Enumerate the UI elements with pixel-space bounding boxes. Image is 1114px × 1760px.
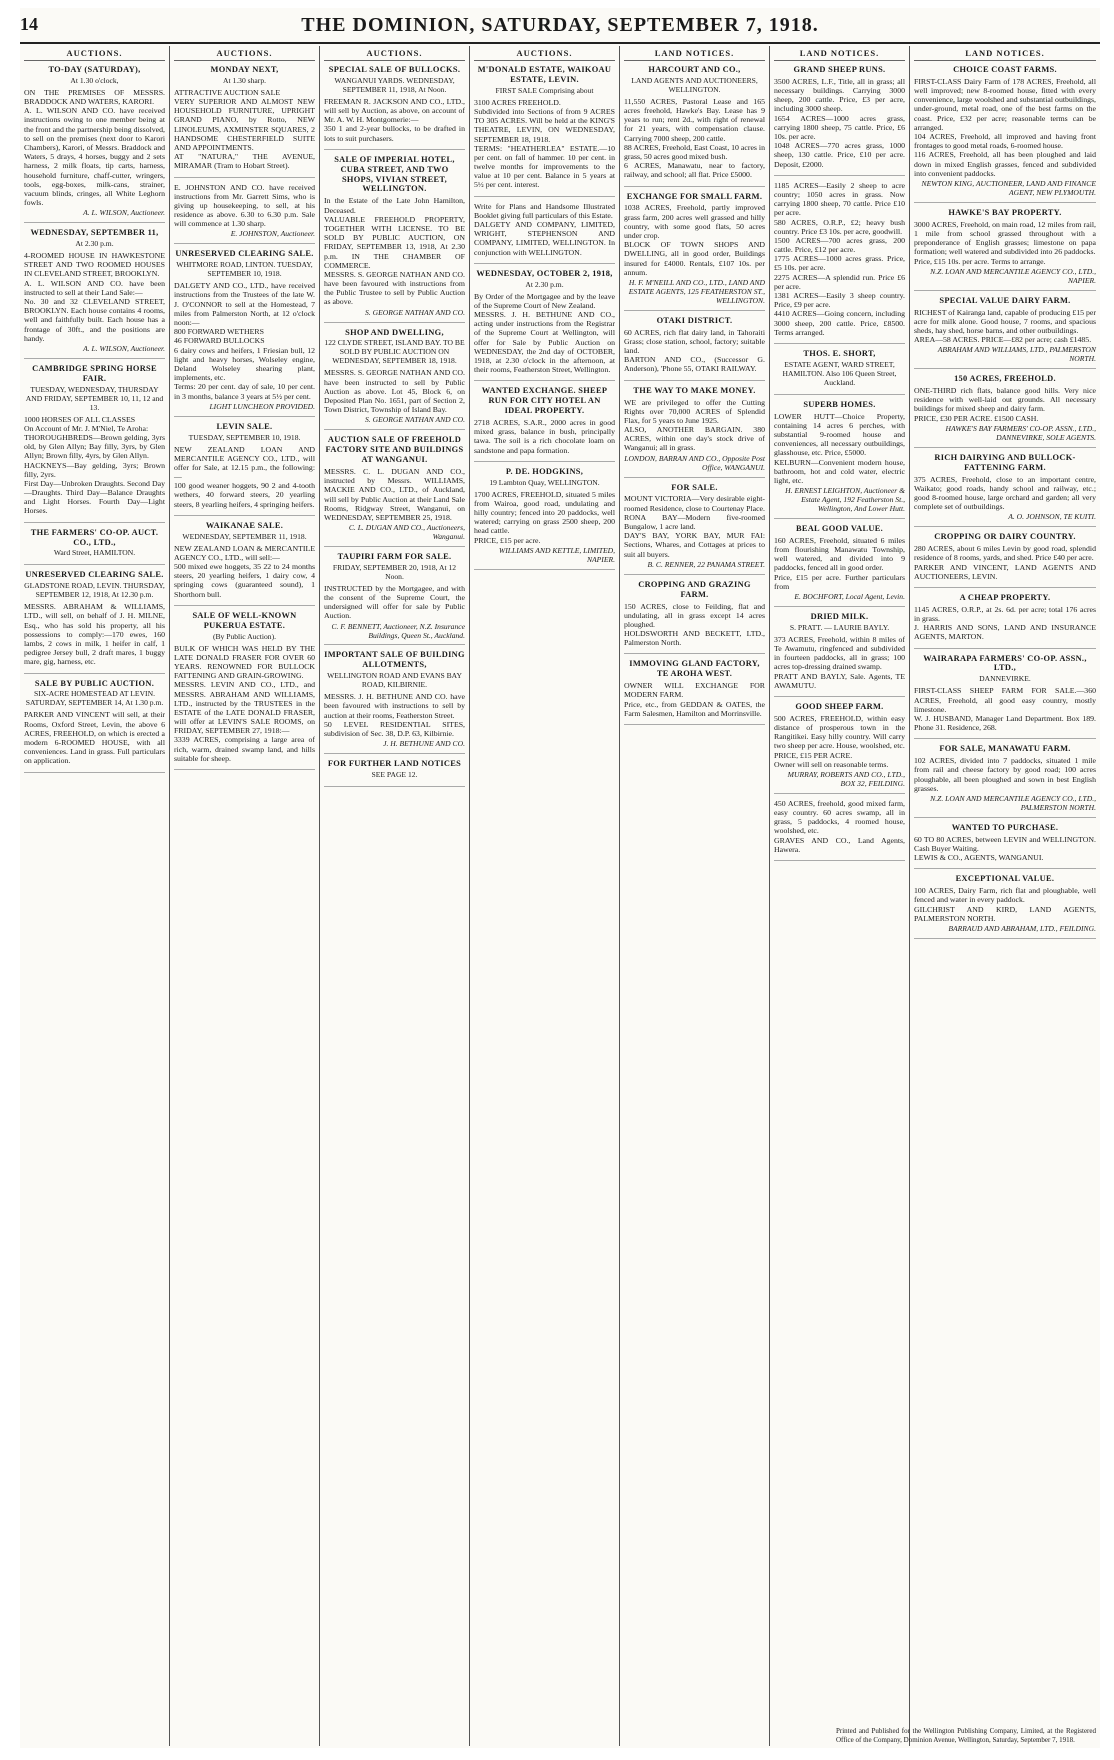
ad-title: WAIKANAE SALE. <box>205 520 284 530</box>
advertisement <box>324 650 465 754</box>
ad-subtitle: LAND AGENTS AND AUCTIONEERS, WELLINGTON. <box>631 75 758 94</box>
ad-title: CAMBRIDGE SPRING HORSE FAIR. <box>32 363 157 383</box>
ad-body: DALGETY AND CO., LTD., have received instructions from the Trustees of the late W. J. O'CONNOR to sell at the Homestead, 7 miles from Palmerston North, at 12 o'clock noon:— 800 FORWARD WETHERS 46 FORWARD BULLOCKS 6 dairy cows and heifers, 1 Friesian bull, 12 light and heavy horses, Wolseley engine, Deland Wolseley shearing plant, implements, etc. Terms: 20 per cent. day of sale, 10 per cent. in 3 months, balance 3 years at 5½ per cent. <box>174 281 315 401</box>
advertisement <box>774 524 905 607</box>
advertisement <box>324 328 465 431</box>
columns-container <box>20 46 1100 1746</box>
ad-body: 3500 ACRES, L.F., Title, all in grass; all necessary buildings. Carrying 3000 sheep, 200 cattle. Price, £3 per acre, including 3000 sheep. 1654 ACRES—1000 acres grass, carrying 1800 sheep, 75 cattle. Price, £6 10s. per acre. 1048 ACRES—770 acres grass, 1000 sheep, 130 cattle. Price, £10 per acre. Deposit, £2000. <box>774 76 905 169</box>
ad-title: P. DE. HODGKINS, <box>505 466 584 476</box>
ad-body: INSTRUCTED by the Mortgagee, and with the consent of the Supreme Court, the undersigned will offer for sale by Public Auction. <box>324 583 465 621</box>
ad-title: M'DONALD ESTATE, WAIKOAU ESTATE, LEVIN. <box>477 65 612 84</box>
advertisement <box>774 612 905 697</box>
ad-title: DRIED MILK. <box>810 611 869 621</box>
ad-title: CROPPING OR DAIRY COUNTRY. <box>934 532 1076 542</box>
ad-body: WE are privileged to offer the Cutting Rights over 70,000 ACRES of Splendid Flax, for 5 years to June 1925. ALSO, ANOTHER BARGAIN. 380 ACRES, within one day's stock drive of Wanganui; all in grass. <box>624 397 765 453</box>
ad-subtitle: At 1.30 o'clock, <box>70 75 119 85</box>
ad-signature: E. JOHNSTON, Auctioneer. <box>230 229 315 239</box>
ad-body: ATTRACTIVE AUCTION SALE VERY SUPERIOR AND ALMOST NEW HOUSEHOLD FURNITURE, UPRIGHT GRAND PIANO, by Rotto, NEW LINOLEUMS, AXMINSTER SQUARES, 2 HANDSOME CHESTERFIELD SUITE AND APPOINTMENTS. AT "NATURA," THE AVENUE, MIRAMAR (Tram to Hobart Street). <box>174 87 315 171</box>
ad-body: FIRST-CLASS SHEEP FARM FOR SALE.—360 ACRES, Freehold, all good easy country, mostly limestone. W. J. HUSBAND, Manager Land Department. Box 189. Phone 31. Residence, 268. <box>914 686 1096 733</box>
advertisement <box>624 316 765 381</box>
ad-signature: ABRAHAM AND WILLIAMS, LTD., PALMERSTON NORTH. <box>937 345 1096 364</box>
ad-signature: NEWTON KING, AUCTIONEER, LAND AND FINANCE AGENT, NEW PLYMOUTH. <box>921 178 1096 197</box>
ad-title: SPECIAL VALUE DAIRY FARM. <box>939 295 1071 305</box>
ad-title: TAUPIRI FARM FOR SALE. <box>337 551 452 561</box>
ad-subtitle: FIRST SALE Comprising about <box>495 85 594 95</box>
ad-title: FOR FURTHER LAND NOTICES <box>327 759 462 769</box>
ad-signature: S. GEORGE NATHAN AND CO. <box>365 415 465 425</box>
ad-title: HAWKE'S BAY PROPERTY. <box>948 207 1062 217</box>
ad-title: UNRESERVED CLEARING SALE. <box>25 570 164 580</box>
ad-body: 150 ACRES, close to Feilding, flat and undulating, all in grass except 14 acres ploughed. HOLDSWORTH AND BECKETT, LTD., Palmerston North. <box>624 601 765 648</box>
advertisement <box>324 65 465 150</box>
ad-title: HARCOURT AND CO., <box>648 65 741 74</box>
ad-body: MESSRS. ABRAHAM & WILLIAMS, LTD., will sell, on behalf of J. H. MILNE, Esq., who has sold his property, all his possessions to comply:—170 ewes, 160 lambs, 2 cows in milk, 1 heifer in calf, 1 pedigree Jersey bull, 2 draft mares, 1 buggy mare, gig, harness, etc. <box>24 602 165 667</box>
ad-subtitle: Ward Street, HAMILTON. <box>53 548 136 558</box>
ad-body: 100 ACRES, Dairy Farm, rich flat and ploughable, well fenced and water in every paddock. GILCHRIST AND KIRD, LAND AGENTS, PALMERSTON NORTH. <box>914 886 1096 923</box>
advertisement <box>774 65 905 176</box>
ad-signature: HAWKE'S BAY FARMERS' CO-OP. ASSN., LTD., DANNEVIRKE, SOLE AGENTS. <box>945 423 1096 442</box>
newspaper-title: THE DOMINION, SATURDAY, SEPTEMBER 7, 1918. <box>301 14 819 36</box>
ad-subtitle: WANGANUI YARDS. WEDNESDAY, SEPTEMBER 11, 1918, At Noon. <box>334 75 455 94</box>
ad-body: MESSRS. S. GEORGE NATHAN AND CO. have been instructed to sell by Public Auction as above. Lot 45, Block 6, on Deposited Plan No. 1651, part of Section 2, Town District, Township of Island Bay. <box>324 368 465 415</box>
advertisement <box>624 483 765 575</box>
column-heading: AUCTIONS. <box>324 46 465 61</box>
advertisement <box>324 435 465 547</box>
ad-body: NEW ZEALAND LOAN & MERCANTILE AGENCY CO., LTD., will sell:— 500 mixed ewe hoggets, 35 22 to 24 months steers, 20 yearling heifers, 1 dairy cow, 4 springing cows (guaranteed sound), 1 Shorthorn bull. <box>174 543 315 599</box>
ad-signature: C. L. DUGAN AND CO., Auctioneers, Wanganui. <box>348 523 465 542</box>
ad-body: FIRST-CLASS Dairy Farm of 178 ACRES, Freehold, all well improved; new 8-roomed house, fitted with every convenience, large woolshed and substantial outbuildings, under-ground, metal road, one of the best farms on the coast. Price, £32 per acre; reasonable terms can be arranged. 104 ACRES, Freehold, all improved and having front frontages to good metal roads, 6-roomed house. 116 ACRES, Freehold, all has been ploughed and laid down in mixed English grasses, fenced and subdivided into convenient paddocks. <box>914 76 1096 178</box>
advertisement <box>914 823 1096 869</box>
advertisement <box>174 183 315 245</box>
advertisement <box>914 65 1096 203</box>
ad-body: Write for Plans and Handsome Illustrated Booklet giving full particulars of this Estate. DALGETY AND COMPANY, LIMITED, WRIGHT, STEPHENSON AND COMPANY, LIMITED, WELLINGTON. In conjunction with WELLINGTON. <box>474 201 615 257</box>
ad-title: GRAND SHEEP RUNS. <box>793 65 886 74</box>
ad-body: ON THE PREMISES OF MESSRS. BRADDOCK AND WATERS, KARORI. A. L. WILSON AND CO. have received instructions owing to one member being at the front and the partnership being dissolved, to sell on the premises (next door to Karori Chambers), Karori, of Messrs. Braddock and Waters, 5 drays, 4 horses, buggy and 2 sets harness, 2 milk floats, tip carts, harness, household furniture, chaff-cutter, wringers, tools, egg-boxes, milk-cans, strainer, vacuum blinds, cringes, all White Leghorn fowls. <box>24 87 165 208</box>
advertisement <box>174 611 315 770</box>
ad-title: SUPERB HOMES. <box>803 399 876 409</box>
advertisement <box>24 570 165 673</box>
ad-subtitle: TUESDAY, SEPTEMBER 10, 1918. <box>188 432 301 442</box>
advertisement <box>624 659 765 725</box>
ad-subtitle: WEDNESDAY, SEPTEMBER 11, 1918. <box>182 531 307 541</box>
ad-subtitle: 19 Lambton Quay, WELLINGTON. <box>489 477 600 487</box>
ad-body: 280 ACRES, about 6 miles Levin by good road, splendid residence of 8 rooms, yards, and shed. Price £40 per acre. PARKER AND VINCENT, LAND AGENTS AND AUCTIONEERS, LEVIN. <box>914 544 1096 581</box>
advertisement <box>914 874 1096 939</box>
ad-title: EXCEPTIONAL VALUE. <box>955 874 1055 884</box>
advertisement <box>624 65 765 187</box>
ad-body: 2718 ACRES, S.A.R., 2000 acres in good mixed grass, balance in bush, principally tawa. The soil is a rich chocolate loam on sandstone and papa formation. <box>474 418 615 455</box>
ad-subtitle: SEE PAGE 12. <box>371 769 418 779</box>
advertisement <box>624 580 765 655</box>
column-2 <box>170 46 320 1746</box>
advertisement <box>914 532 1096 588</box>
advertisement <box>914 744 1096 818</box>
advertisement <box>24 528 165 566</box>
advertisement <box>174 249 315 416</box>
ad-body: 1038 ACRES, Freehold, partly improved grass farm, 200 acres well grassed and hilly country, with some good flats, 50 acres under crop. BLOCK OF TOWN SHOPS AND DWELLING, all in good order, Buildings insured for £4000. Rentals, £107 10s. per annum. <box>624 203 765 277</box>
column-heading: AUCTIONS. <box>174 46 315 61</box>
ad-subtitle: GLADSTONE ROAD, LEVIN. THURSDAY, SEPTEMBER 12, 1918, At 12.30 p.m. <box>24 581 165 600</box>
ad-body: In the Estate of the Late John Hamilton, Deceased. VALUABLE FREEHOLD PROPERTY, TOGETHER WITH LICENSE. TO BE SOLD BY PUBLIC AUCTION, ON FRIDAY, SEPTEMBER 13, 1918, At 2.30 p.m. IN THE CHAMBER OF COMMERCE. MESSRS. S. GEORGE NATHAN AND CO. have been favoured with instructions from the Public Trustee to sell by Public Auction as above. <box>324 196 465 307</box>
ad-signature: MURRAY, ROBERTS AND CO., LTD., BOX 32, FEILDING. <box>787 770 905 788</box>
ad-title: TO-DAY (SATURDAY), <box>48 65 141 74</box>
column-heading: AUCTIONS. <box>24 46 165 61</box>
ad-signature: LIGHT LUNCHEON PROVIDED. <box>209 401 315 411</box>
advertisement <box>914 593 1096 649</box>
ad-body: PARKER AND VINCENT will sell, at their Rooms, Oxford Street, Levin, the above 6 ACRES, FREEHOLD, on which is erected a modern 6-ROOMED HOUSE, with all conveniences. Land in grass. Full particulars on application. <box>24 710 165 766</box>
ad-body: 160 ACRES, Freehold, situated 6 miles from flourishing Manawatu Township, well watered, and divided into 9 paddocks, fenced all in good order. Price, £15 per acre. Further particulars from <box>774 535 905 591</box>
ad-title: LEVIN SALE. <box>216 421 273 431</box>
ad-title: THE WAY TO MAKE MONEY. <box>633 385 756 395</box>
ad-title: THOS. E. SHORT, <box>803 348 876 358</box>
column-heading: LAND NOTICES. <box>624 46 765 61</box>
ad-signature: H. F. M'NEILL AND CO., LTD., LAND AND ESTATE AGENTS, 125 FEATHERSTON ST., WELLINGTON. <box>628 277 765 305</box>
ad-subtitle: At 1.30 sharp. <box>222 75 267 85</box>
column-3 <box>320 46 470 1746</box>
ad-body: RICHEST of Kairanga land, capable of producing £15 per acre for milk alone. Good house, 7 rooms, and spacious sheds, hay shed, horse barns, and other outbuildings. AREA—58 ACRES. PRICE—£82 per acre; cash £1485. <box>914 307 1096 345</box>
ad-subtitle: WHITMORE ROAD, LINTON. TUESDAY, SEPTEMBER 10, 1918. <box>176 260 313 279</box>
ad-title: A CHEAP PROPERTY. <box>959 592 1051 602</box>
advertisement <box>24 364 165 523</box>
advertisement <box>174 422 315 516</box>
ad-body: FREEMAN R. JACKSON AND CO., LTD., will sell by Auction, as above, on account of Mr. A. W. H. Montgomerie:— 350 1 and 2-year bullocks, to be drafted in lots to suit purchasers. <box>324 96 465 143</box>
advertisement <box>774 181 905 344</box>
ad-title: MONDAY NEXT, <box>210 65 279 74</box>
ad-title: FOR SALE. <box>671 482 718 492</box>
column-heading: LAND NOTICES. <box>774 46 905 61</box>
ad-title: WANTED TO PURCHASE. <box>951 822 1059 832</box>
ad-title: 150 ACRES, FREEHOLD. <box>954 374 1056 384</box>
ad-title: UNRESERVED CLEARING SALE. <box>175 249 314 259</box>
advertisement <box>624 192 765 311</box>
advertisement <box>474 65 615 197</box>
ad-subtitle: ESTATE AGENT, WARD STREET, HAMILTON. Also 106 Queen Street, Auckland. <box>782 359 897 387</box>
advertisement <box>24 65 165 223</box>
ad-title: SPECIAL SALE OF BULLOCKS. <box>328 65 461 74</box>
ad-body: 1185 ACRES—Easily 2 sheep to acre country; 1050 acres in grass. Now carrying 1800 sheep, 70 cattle. Price £10 per acre. 580 ACRES, O.R.P., £2; heavy bush country. Price £3 10s. per acre, goodwill. 1500 ACRES—700 acres grass, 200 cattle. Price, £12 per acre. 1775 ACRES—1000 acres grass. Price, £5 10s. per acre. 2275 ACRES—A splendid run. Price £6 per acre. 1381 ACRES—Easily 3 sheep country. Price, £9 per acre. 4410 ACRES—Going concern, including 3000 sheep, 200 cattle. Price, £8500. Terms arranged. <box>774 180 905 337</box>
ad-title: IMMOVING GLAND FACTORY, TE AROHA WEST. <box>629 659 760 679</box>
ad-signature: N.Z. LOAN AND MERCANTILE AGENCY CO., LTD., PALMERSTON NORTH. <box>930 793 1096 812</box>
ad-title: CROPPING AND GRAZING FARM. <box>638 579 751 599</box>
column-6 <box>770 46 910 1746</box>
imprint-note: Printed and Published for the Wellington Publishing Company, Limited, at the Registered Office of the Company, Dominion Avenue, Wellington, Saturday, September 7, 1918. <box>836 1727 1096 1744</box>
ad-body: 1145 ACRES, O.R.P., at 2s. 6d. per acre; total 176 acres in grass. J. HARRIS AND SONS, LAND AND INSURANCE AGENTS, MARTON. <box>914 604 1096 642</box>
ad-body: 60 TO 80 ACRES, between LEVIN and WELLINGTON. Cash Buyer Waiting. LEWIS & CO., AGENTS, WANGANUI. <box>914 834 1096 863</box>
ad-body: 3000 ACRES, Freehold, on main road, 12 miles from rail, 1 mile from school grassed throughout with a preponderance of English grasses; limestone on papa formation; well watered and subdivided into 26 paddocks. Price, £15 10s. per acre. Terms to arrange. <box>914 219 1096 266</box>
ad-body: By Order of the Mortgagee and by the leave of the Supreme Court of New Zealand. MESSRS. J. H. BETHUNE AND CO., acting under instructions from the Registrar of the Supreme Court at Wellington, will offer for Sale by Public Auction on WEDNESDAY, the 2nd day of OCTOBER, 1918, at 2.30 o'clock in the afternoon, at their rooms, Featherston Street, Wellington. <box>474 291 615 375</box>
ad-signature: B. C. RENNER, 22 PANAMA STREET. <box>647 559 765 569</box>
ad-signature: C. F. BENNETT, Auctioneer, N.Z. Insurance Buildings, Queen St., Auckland. <box>331 621 465 640</box>
masthead <box>20 8 1100 44</box>
ad-signature: H. ERNEST LEIGHTON, Auctioneer & Estate Agent, 192 Featherston St., Wellington, And Lower Hutt. <box>785 486 905 514</box>
advertisement <box>914 453 1096 528</box>
ad-subtitle: SIX-ACRE HOMESTEAD AT LEVIN. SATURDAY, SEPTEMBER 14, At 1.30 p.m. <box>25 689 164 708</box>
advertisement <box>474 269 615 382</box>
ad-title: CHOICE COAST FARMS. <box>953 65 1057 74</box>
ad-title: FOR SALE, MANAWATU FARM. <box>939 744 1071 754</box>
ad-title: IMPORTANT SALE OF BUILDING ALLOTMENTS, <box>324 650 465 670</box>
advertisement <box>774 400 905 519</box>
advertisement <box>474 386 615 461</box>
ad-title: WANTED EXCHANGE. SHEEP RUN FOR CITY HOTEL AN IDEAL PROPERTY. <box>481 386 608 416</box>
ad-signature: A. O. JOHNSON, TE KUITI. <box>1008 512 1096 522</box>
ad-body: 375 ACRES, Freehold, close to an important centre, Waikato; good roads, handy school and railway, etc.; good 8-roomed house, large orchard and garden; all very complete set of outbuildings. <box>914 474 1096 512</box>
advertisement <box>774 702 905 794</box>
column-heading: AUCTIONS. <box>474 46 615 61</box>
ad-title: RICH DAIRYING AND BULLOCK-FATTENING FARM. <box>934 452 1076 472</box>
ad-body: 500 ACRES, FREEHOLD, within easy distance of prosperous town in the Rangitikei. Easy hilly country. Will carry two sheep per acre. House, woolshed, etc. PRICE, £15 PER ACRE. Owner will sell on reasonable terms. <box>774 713 905 769</box>
advertisement <box>174 521 315 606</box>
advertisement <box>324 759 465 787</box>
ad-title: SALE OF WELL-KNOWN PUKERUA ESTATE. <box>192 610 297 630</box>
ad-subtitle: TUESDAY, WEDNESDAY, THURSDAY AND FRIDAY, SEPTEMBER 10, 11, 12 and 13. <box>25 384 164 412</box>
ad-title: GOOD SHEEP FARM. <box>795 701 884 711</box>
ad-title: BEAL GOOD VALUE. <box>795 524 884 533</box>
ad-signature: A. L. WILSON, Auctioneer. <box>83 343 165 353</box>
ad-title: SALE OF IMPERIAL HOTEL, CUBA STREET, AND TWO SHOPS, VIVIAN STREET, WELLINGTON. <box>334 154 455 194</box>
ad-body: 1000 HORSES OF ALL CLASSES On Account of Mr. J. M'Niel, Te Aroha: THOROUGHBREDS—Brown gelding, 3yrs old, by Glen Allyn; Bay filly, 3yrs, by Glen Allyn; Brown filly, 4yrs, by Glen Allyn. HACKNEYS—Bay gelding, 3yrs; Brown filly, 2yrs. First Day—Unbroken Draughts. Second Day—Draughts. Third Day—Balance Draughts and Light Horses. Fourth Day—Light Horses. <box>24 414 165 516</box>
ad-body: MOUNT VICTORIA—Very desirable eight-roomed Residence, close to Courtenay Place. RONA BAY—Modern five-roomed Bungalow, 1 acre land. DAY'S BAY, YORK BAY, MUR FAI: Sections, Whares, and Cottages at prices to suit all buyers. <box>624 494 765 559</box>
ad-body: 4-ROOMED HOUSE IN HAWKESTONE STREET AND TWO ROOMED HOUSES IN CLEVELAND STREET, BROOKLYN. A. L. WILSON AND CO. have been instructed to sell at their Land Sale:— No. 30 and 32 CLEVELAND STREET, BROOKLYN. Each house contains 4 rooms, well and faithfully built. Each house has a frontage of 30ft., and the positions are handy. <box>24 251 165 343</box>
ad-subtitle: (By Public Auction). <box>212 631 277 641</box>
ad-signature: A. L. WILSON, Auctioneer. <box>83 208 165 218</box>
advertisement <box>774 799 905 861</box>
ad-body: E. JOHNSTON AND CO. have received instructions from Mr. Garrett Sims, who is giving up housekeeping, to sell, at his residence as above. 6.30 to 6.30 p.m. Sale will commence at 1.30 sharp. <box>174 182 315 229</box>
advertisement <box>474 467 615 570</box>
advertisement <box>914 654 1096 740</box>
ad-body: 450 ACRES, freehold, good mixed farm, easy country. 60 acres swamp, all in grass, 5 paddocks, 4 roomed house, woolshed, etc. GRAVES AND CO., Land Agents, Hawera. <box>774 798 905 854</box>
advertisement <box>914 208 1096 291</box>
ad-signature: S. GEORGE NATHAN AND CO. <box>365 307 465 317</box>
ad-body: 60 ACRES, rich flat dairy land, in Tahoraiti Grass; close station, school, factory; suitable land. BARTON AND CO., (Successor G. Anderson), 'Phone 55, OTAKI RAILWAY. <box>624 327 765 374</box>
ad-body: 1700 ACRES, FREEHOLD, situated 5 miles from Wairoa, good road, undulating and hilly country; fenced into 20 paddocks, well watered; carrying on grass 2500 sheep, 200 head cattle. PRICE, £15 per acre. <box>474 489 615 545</box>
page-number: 14 <box>20 14 38 34</box>
advertisement <box>324 552 465 645</box>
ad-title: WAIRARAPA FARMERS' CO-OP. ASSN., LTD., <box>923 653 1087 673</box>
advertisement <box>324 155 465 323</box>
ad-signature: J. H. BETHUNE AND CO. <box>383 739 465 749</box>
ad-title: OTAKI DISTRICT. <box>656 315 733 325</box>
ad-body: 102 ACRES, divided into 7 paddocks, situated 1 mile from rail and cheese factory by good road; 100 acres ploughable, all been ploughed and sown in best English grasses. <box>914 756 1096 793</box>
ad-subtitle: S. PRATT. — LAURIE BAYLY. <box>789 622 890 632</box>
advertisement <box>914 296 1096 370</box>
ad-subtitle: At 2.30 p.m. <box>75 239 114 249</box>
advertisement <box>624 386 765 478</box>
ad-signature: E. BOCHFORT, Local Agent, Levin. <box>794 592 905 602</box>
ad-body: 373 ACRES, Freehold, within 8 miles of Te Awamutu, ringfenced and subdivided in fourteen paddocks, all in grass; 100 acres top-dressing drained swamp. PRATT AND BAYLY, Sale. Agents, TE AWAMUTU. <box>774 634 905 690</box>
ad-signature: WILLIAMS AND KETTLE, LIMITED, NAPIER. <box>498 545 615 564</box>
ad-body: MESSRS. J. H. BETHUNE AND CO. have been favoured with instructions to sell by auction at their rooms, Featherston Street. 50 LEVEL RESIDENTIAL SITES, subdivision of Sec. 38, D.P. 63, Kilbirnie. <box>324 692 465 738</box>
ad-body: 3100 ACRES FREEHOLD. Subdivided into Sections of from 9 ACRES TO 305 ACRES. Will be held at the KING'S THEATRE, LEVIN, ON WEDNESDAY, SEPTEMBER 18, 1918. TERMS: "HEATHERLEA" ESTATE.—10 per cent. on fall of hammer. 10 per cent. in twelve months for improvements to the value at 10 per cent. Balance in 5 years at 5½ per cent. interest. <box>474 97 615 190</box>
advertisement <box>914 374 1096 448</box>
ad-body: LOWER HUTT—Choice Property, containing 14 acres 6 perches, with substantial 9-roomed house and conveniences, all necessary outbuildings, glasshouse, etc. Price, £5000. KELBURN—Convenient modern house, bathroom, hot and cold water, electric light, etc. <box>774 411 905 485</box>
advertisement <box>174 65 315 178</box>
ad-subtitle: DANNEVIRKE. <box>979 674 1031 684</box>
ad-subtitle: WELLINGTON ROAD AND EVANS BAY ROAD, KILBIRNIE. <box>327 671 462 690</box>
ad-subtitle: FRIDAY, SEPTEMBER 20, 1918, At 12 Noon. <box>332 562 457 581</box>
column-heading: LAND NOTICES. <box>914 46 1096 61</box>
ad-body: NEW ZEALAND LOAN AND MERCANTILE AGENCY CO., LTD., will offer for Sale, at 12.15 p.m., the following:— 100 good weaner hoggets, 90 2 and 4-tooth wethers, 40 forward steers, 20 yearling steers, 8 yearling heifers, 4 springing heifers. <box>174 444 315 509</box>
ad-title: EXCHANGE FOR SMALL FARM. <box>626 191 763 201</box>
column-7 <box>910 46 1100 1746</box>
ad-title: WEDNESDAY, OCTOBER 2, 1918, <box>476 268 613 278</box>
ad-body: OWNER WILL EXCHANGE FOR MODERN FARM. Price, etc., from GEDDAN & OATES, the Farm Salesmen, Hamilton and Morrinsville. <box>624 681 765 718</box>
ad-title: THE FARMERS' CO-OP. AUCT. CO., LTD., <box>30 527 159 547</box>
advertisement <box>774 349 905 395</box>
column-1 <box>20 46 170 1746</box>
ad-subtitle: 122 CLYDE STREET, ISLAND BAY. TO BE SOLD BY PUBLIC AUCTION ON WEDNESDAY, SEPTEMBER 18, 1918. <box>324 338 465 366</box>
ad-signature: BARRAUD AND ABRAHAM, LTD., FEILDING. <box>948 923 1096 933</box>
ad-body: ONE-THIRD rich flats, balance good hills. Very nice residence with well-laid out grounds. All necessary buildings for mixed sheep and dairy farm. PRICE, £30 PER ACRE. £1500 CASH. <box>914 386 1096 423</box>
advertisement <box>24 228 165 359</box>
ad-title: SHOP AND DWELLING, <box>345 327 444 337</box>
ad-body: BULK OF WHICH WAS HELD BY THE LATE DONALD FRASER FOR OVER 60 YEARS. RENOWNED FOR BULLOCK FATTENING AND GRAIN-GROWING. MESSRS. LEVIN AND CO., LTD., and MESSRS. ABRAHAM AND WILLIAMS, LTD., instructed by the TRUSTEES in the ESTATE of the LATE DONALD FRASER, will offer at LEVIN'S SALE ROOMS, on FRIDAY, SEPTEMBER 27, 1918:— 3339 ACRES, comprising a large area of rich, warm, drained swamp land, and hills suitable for sheep. <box>174 643 315 763</box>
advertisement <box>474 202 615 264</box>
ad-title: SALE BY PUBLIC AUCTION. <box>34 678 155 688</box>
column-4 <box>470 46 620 1746</box>
ad-title: WEDNESDAY, SEPTEMBER 11, <box>30 228 159 238</box>
newspaper-page <box>20 8 1100 1748</box>
ad-signature: N.Z. LOAN AND MERCANTILE AGENCY CO., LTD., NAPIER. <box>930 266 1096 285</box>
ad-body: 11,550 ACRES, Pastoral Lease and 165 acres freehold, Hawke's Bay. Lease has 9 years to run; rent 2d., with right of renewal for 21 years, with compensation clause. Carrying 7000 sheep, 200 cattle. 88 ACRES, Freehold, East Coast, 10 acres in grass, 50 acres good mixed bush. 6 ACRES, Manawatu, near to factory, railway, and school; all flat. Price £5000. <box>624 96 765 180</box>
ad-signature: LONDON, BARRAN AND CO., Opposite Post Office, WANGANUI. <box>624 453 765 472</box>
advertisement <box>24 679 165 773</box>
column-5 <box>620 46 770 1746</box>
ad-subtitle: At 2.30 p.m. <box>525 279 564 289</box>
ad-body: MESSRS. C. L. DUGAN AND CO., instructed by Messrs. WILLIAMS, MACKIE AND CO., LTD., of Auckland, will sell by Public Auction at their Land Sale Rooms, Ridgway Street, Wanganui, on WEDNESDAY, SEPTEMBER 25, 1918. <box>324 466 465 522</box>
ad-title: AUCTION SALE OF FREEHOLD FACTORY SITE AND BUILDINGS AT WANGANUI. <box>325 435 464 465</box>
